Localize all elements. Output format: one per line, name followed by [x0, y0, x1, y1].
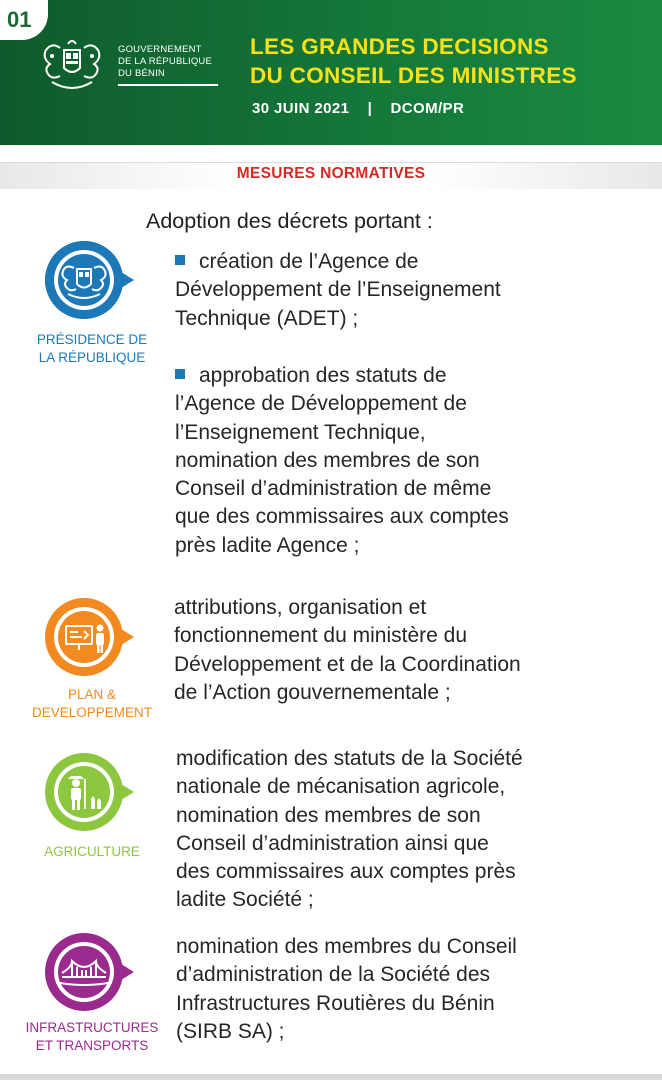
ministry-label-presidency: PRÉSIDENCE DE LA RÉPUBLIQUE — [36, 332, 148, 365]
bullet-square-icon — [175, 369, 185, 379]
bridge-icon — [44, 933, 136, 1011]
page-number-badge: 01 — [0, 0, 48, 40]
intro-text: Adoption des décrets portant : — [146, 209, 433, 233]
header-banner — [0, 0, 662, 145]
benin-coat-of-arms-icon — [38, 38, 106, 96]
footer-bar — [0, 1074, 662, 1080]
section-title: MESURES NORMATIVES — [236, 165, 426, 182]
ministry-label-plan: PLAN & DEVELOPPEMENT — [31, 687, 153, 720]
presentation-board-icon — [44, 598, 136, 676]
decree-plan-ministry: attributions, organisation et fonctionnement du ministère du Développement et de la Coordination de l’Action gouvernementale ; — [174, 596, 521, 704]
date-label: 30 JUIN 2021 — [252, 100, 350, 117]
ministry-label-infrastructure: INFRASTRUCTURES ET TRANSPORTS — [25, 1020, 159, 1053]
page-title: LES GRANDES DECISIONS DU CONSEIL DES MINISTRES — [250, 34, 577, 88]
decree-agriculture-sonama: modification des statuts de la Société nationale de mécanisation agricole, nomination des membres de son Conseil d’administration ainsi que des commissaires aux comptes près ladite Société ; — [176, 747, 523, 912]
decree-presidency-adet-creation: création de l’Agence de Développement de l’Enseignement Technique (ADET) ; — [175, 250, 501, 330]
farmer-icon — [44, 753, 136, 831]
decree-infrastructure-sirb: nomination des membres du Conseil d’administration de la Société des Infrastructures Routières du Bénin (SIRB SA) ; — [176, 935, 517, 1043]
separator: | — [367, 100, 373, 117]
government-name: GOUVERNEMENT DE LA RÉPUBLIQUE DU BÉNIN — [118, 44, 213, 79]
bullet-square-icon — [175, 255, 185, 265]
decree-presidency-adet-statutes: approbation des statuts de l’Agence de Développement de l’Enseignement Technique, nomination des membres de son Conseil d’administration de même que des commissaires aux comptes près ladite Agence ; — [175, 364, 509, 557]
government-name-underline — [118, 84, 218, 86]
source-label: DCOM/PR — [390, 100, 465, 117]
presidency-emblem-icon — [44, 241, 136, 319]
date-source-line — [252, 100, 464, 117]
ministry-label-agriculture: AGRICULTURE — [44, 844, 140, 859]
